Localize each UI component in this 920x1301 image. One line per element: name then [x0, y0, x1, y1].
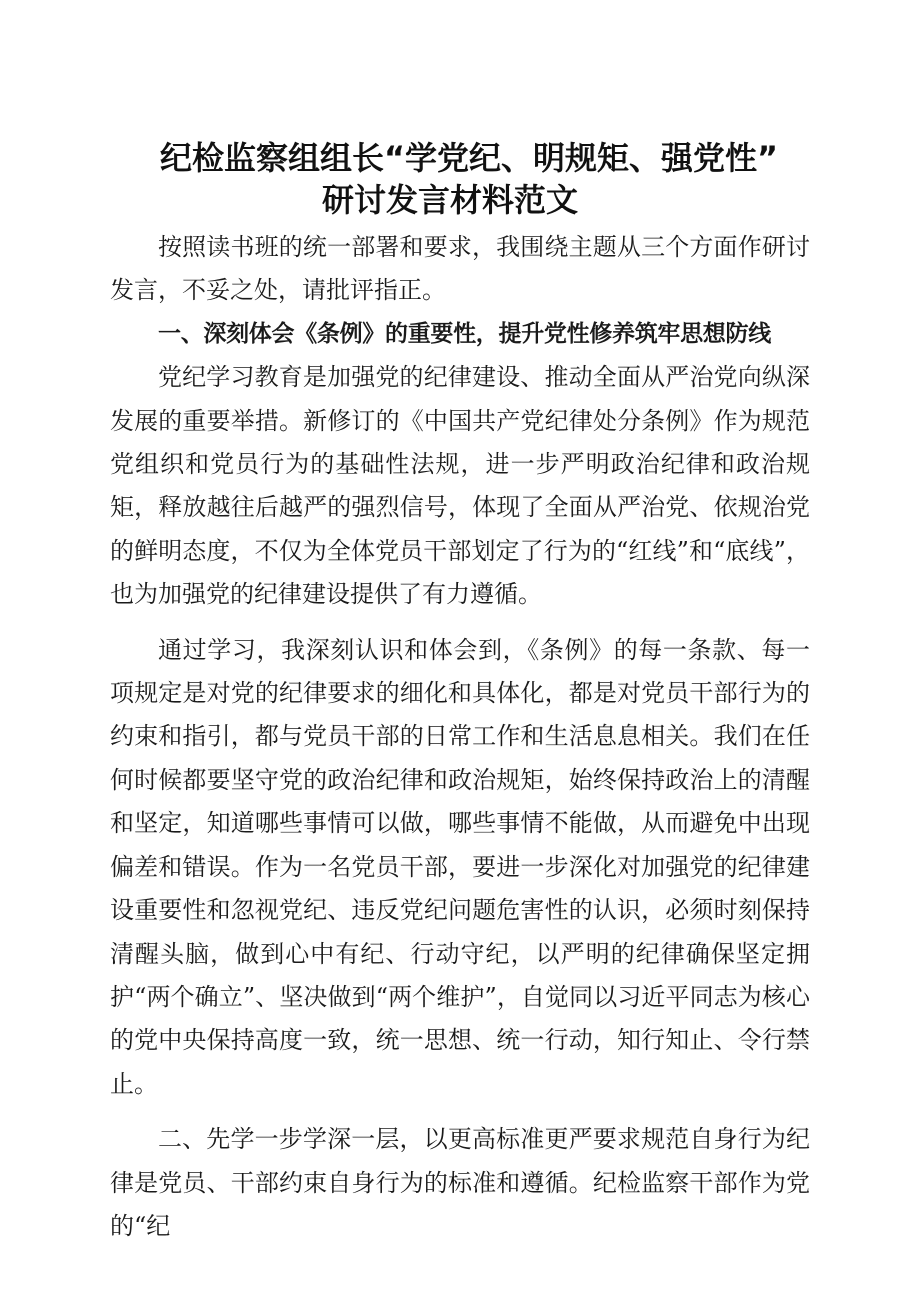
section-heading-1: 一、深刻体会《条例》的重要性，提升党性修养筑牢思想防线: [158, 320, 771, 347]
document-title-line-2: 研讨发言材料范文: [321, 181, 578, 219]
document-title-line-1: 纪检监察组组长“学党纪、明规矩、强党性”: [159, 139, 779, 177]
intro-paragraph: 按照读书班的统一部署和要求，我围绕主题从三个方面作研讨发言，不妥之处，请批评指正。: [110, 233, 810, 305]
body-paragraph: 党纪学习教育是加强党的纪律建设、推动全面从严治党向纵深发展的重要举措。新修订的《中国共产党纪律处分条例》作为规范党组织和党员行为的基础性法规，进一步严明政治纪律和政治规矩，释放越往后越严的强烈信号，体现了全面从严治党、依规治党的鲜明态度，不仅为全体党员干部划定了行为的“红线”和“底线”，也为加强党的纪律建设提供了有力遵循。: [110, 363, 810, 609]
body-paragraph: 通过学习，我深刻认识和体会到，《条例》的每一条款、每一项规定是对党的纪律要求的细化和具体化，都是对党员干部行为的约束和指引，都与党员干部的日常工作和生活息息相关。我们在任何时候都要坚守党的政治纪律和政治规矩，始终保持政治上的清醒和坚定，知道哪些事情可以做，哪些事情不能做，从而避免中出现偏差和错误。作为一名党员干部，要进一步深化对加强党的纪律建设重要性和忽视党纪、违反党纪问题危害性的认识，必须时刻保持清醒头脑，做到心中有纪、行动守纪，以严明的纪律确保坚定拥护“两个确立”、坚决做到“两个维护”，自觉同以习近平同志为核心的党中央保持高度一致，统一思想、统一行动，知行知止、令行禁止。: [110, 635, 810, 1098]
section-2-paragraph: 二、先学一步学深一层，以更高标准更严要求规范自身行为纪律是党员、干部约束自身行为的标准和遵循。纪检监察干部作为党的“纪: [110, 1125, 810, 1240]
document-body: [110, 226, 810, 1248]
